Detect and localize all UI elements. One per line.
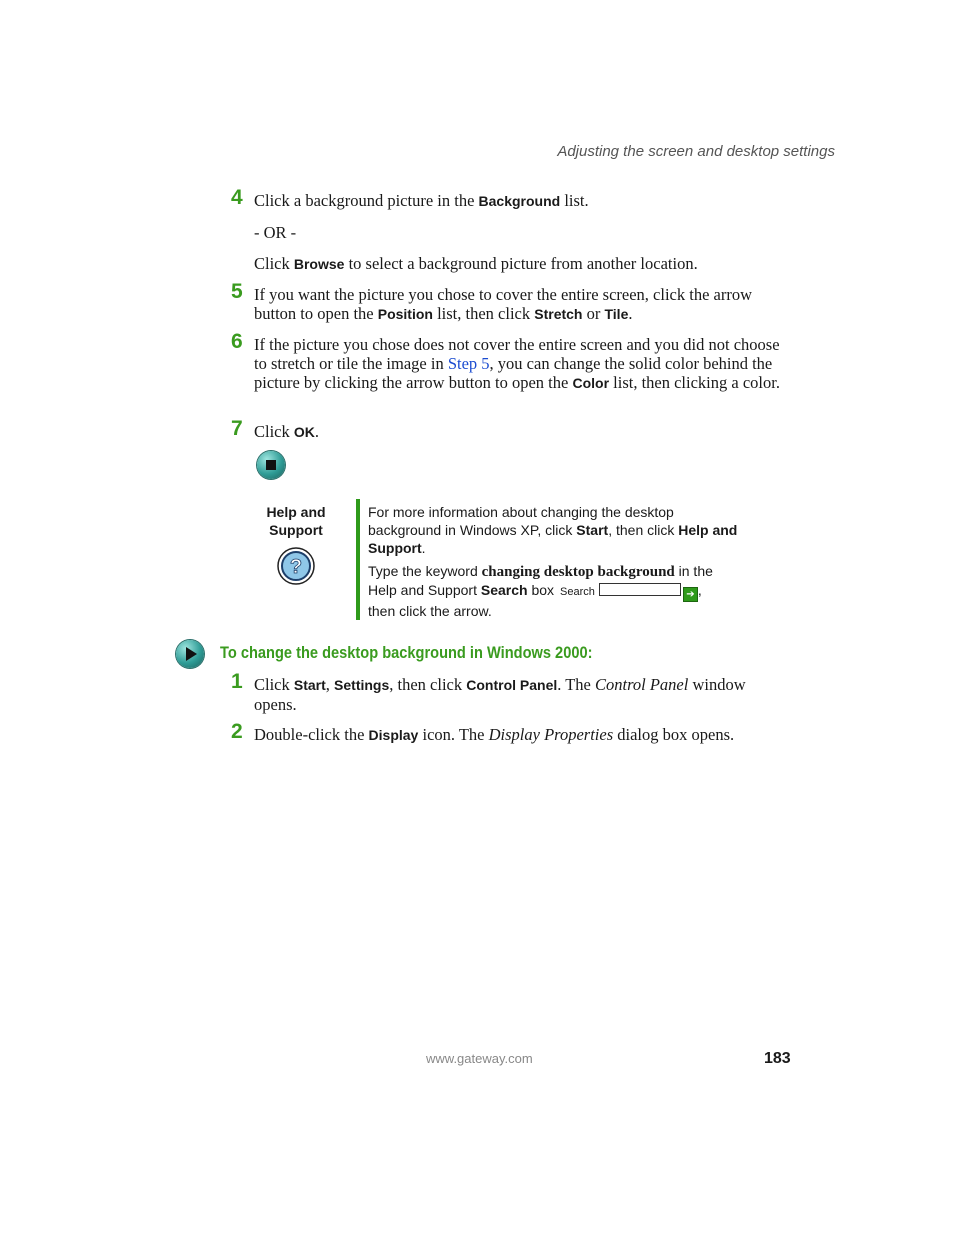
ui-term: Display [368,727,419,743]
help-paragraph [368,503,738,557]
text: Click [254,675,294,694]
text: Type the keyword [368,563,482,579]
ui-term: Start [293,677,326,693]
footer-url[interactable]: www.gateway.com [426,1051,533,1066]
step-text [254,191,790,211]
text: . The [557,675,595,694]
text: If the picture you chose does not cover the entire screen and you did not choose to stretch or tile the image in [254,335,780,373]
step-number: 4 [231,186,243,209]
text: . [314,422,319,441]
step-number: 5 [231,280,243,303]
text: , [325,675,335,694]
help-question-icon [276,546,316,591]
or-separator: - OR - [254,223,297,242]
running-header: Adjusting the screen and desktop settings [557,143,835,160]
text: list, then clicking a color. [609,373,780,392]
text: Click [254,422,294,441]
text: dialog box opens. [613,725,735,744]
procedure-arrow-icon [176,640,204,668]
step-number: 1 [231,670,243,693]
text: window opens. [254,675,746,714]
step-text [254,335,790,393]
text: . [628,304,633,323]
keyword: changing desktop background [481,564,675,580]
text: , then click [608,522,679,538]
search-input[interactable] [599,583,681,596]
text: then click the arrow. [368,603,492,619]
text: in the Help and Support [368,563,713,598]
text: list. [560,191,589,210]
ui-term: Help and Support [368,522,738,556]
ui-term: Background [478,193,561,209]
text: , you can change the solid color behind the picture by clicking the arrow button to open the [254,354,773,392]
svg-text:?: ? [289,556,303,578]
text: , then click [389,675,467,694]
text: list, then click [432,304,535,323]
step-text [254,675,790,714]
arrow-right-icon[interactable]: ➔ [683,587,698,602]
help-paragraph [368,562,738,620]
procedure-title: To change the desktop background in Windows 2000: [220,643,593,662]
ui-term: Position [377,306,433,322]
search-label: Search [560,586,595,598]
text: . [421,540,426,556]
step-number: 6 [231,330,243,353]
step-number: 7 [231,417,243,440]
help-support-text [368,503,738,620]
step-5-link[interactable]: Step 5 [447,354,490,373]
text: Click a background picture in the [254,191,479,210]
text: , [697,582,702,598]
ui-term: Stretch [534,306,583,322]
step-number: 2 [231,720,243,743]
help-support-label: Help and Support [266,504,326,538]
text: Double-click the [254,725,369,744]
ui-term: Browse [293,256,345,272]
ui-term: Start [576,522,609,538]
text: For more information about changing the desktop background in Windows XP, click [368,504,674,538]
text: icon. The [418,725,489,744]
step-text [254,422,790,442]
ui-term: Color [572,375,610,391]
text: Click [254,254,294,273]
ui-term: Search [480,582,528,598]
help-support-divider [356,499,360,620]
text: If you want the picture you chose to cover the entire screen, click the arrow button to open the [254,285,753,323]
page-number: 183 [764,1050,791,1067]
ui-term: Control Panel [466,677,558,693]
italic-term: Control Panel [595,675,689,694]
ui-term: OK [293,424,315,440]
step-text [254,285,790,324]
ui-term: Tile [604,306,629,322]
step-text [254,725,790,745]
ui-term: Settings [334,677,390,693]
stop-icon [257,451,285,479]
italic-term: Display Properties [488,725,614,744]
text: to select a background picture from another location. [344,254,698,273]
step-text [254,254,790,274]
text: box [527,582,555,598]
text: or [582,304,605,323]
